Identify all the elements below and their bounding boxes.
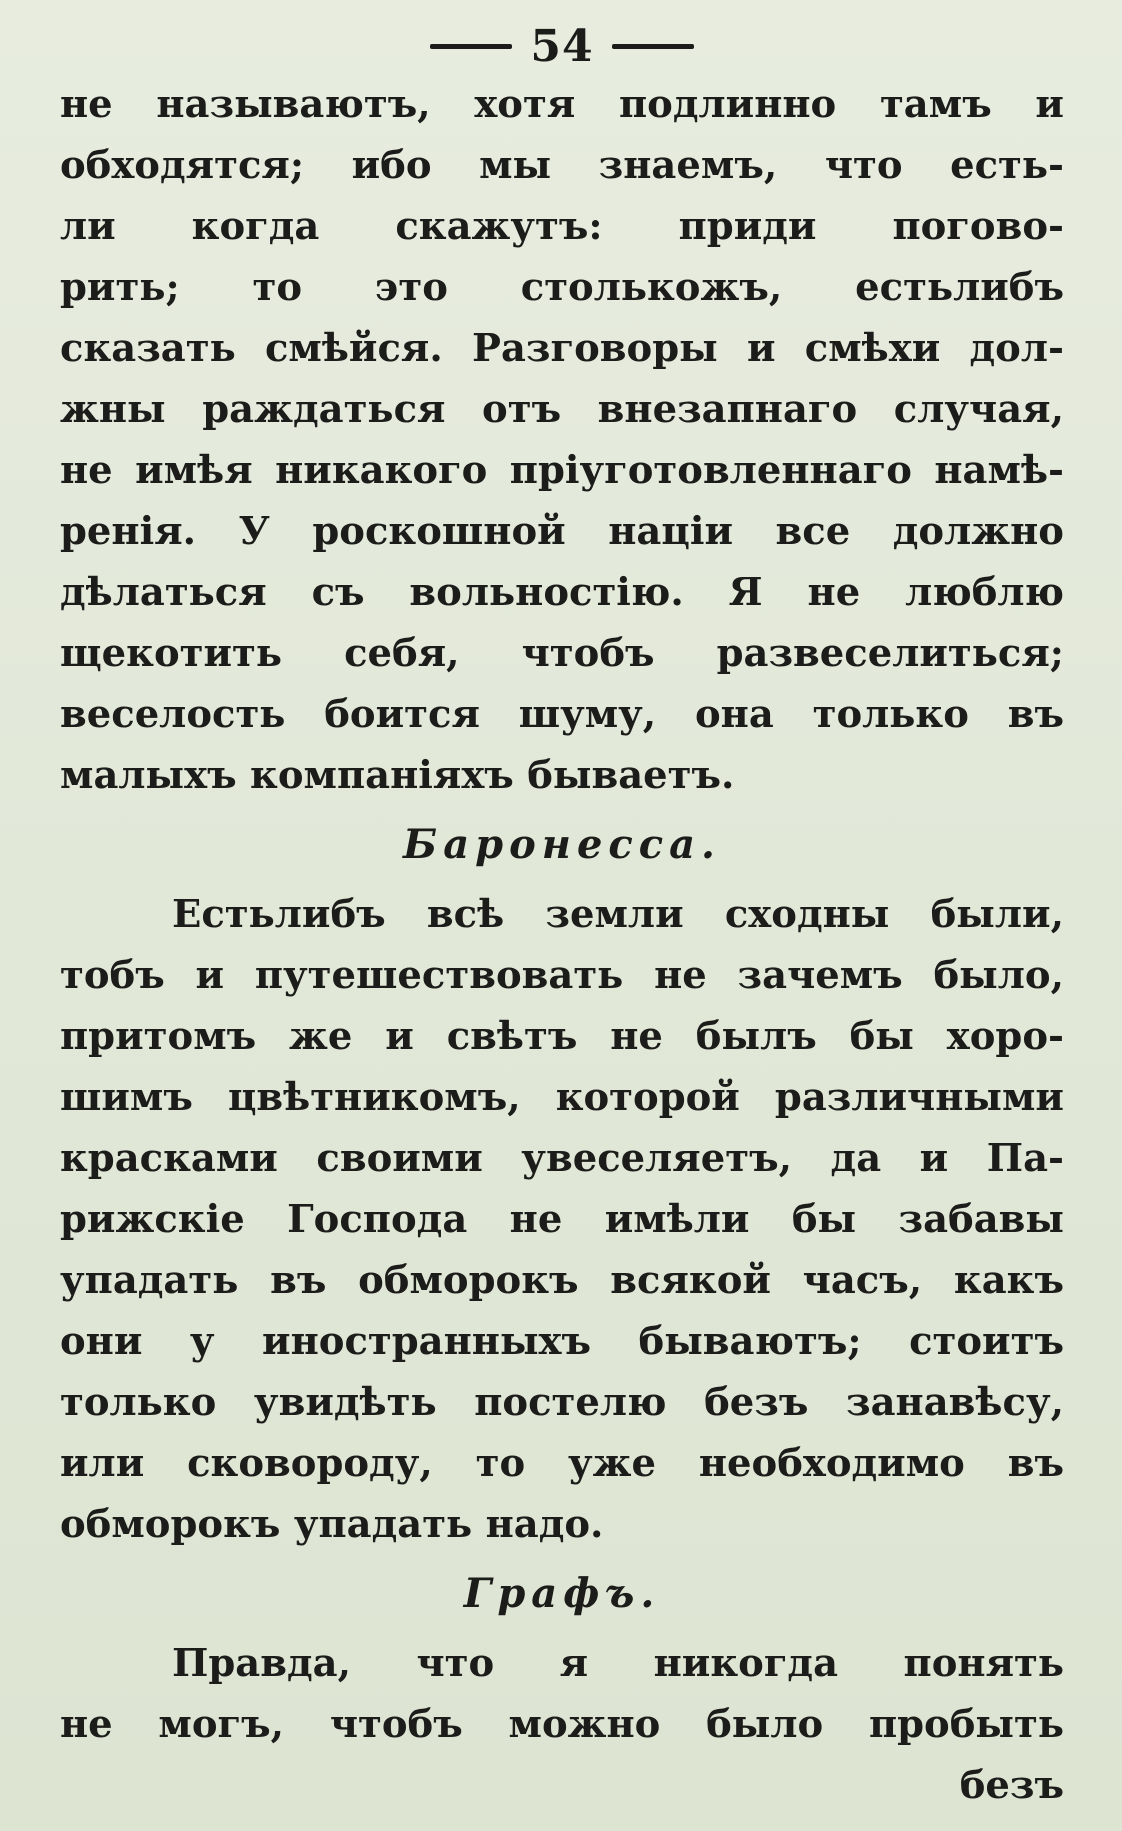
- text-line: рить; то это столькожъ, естьлибъ: [60, 265, 1064, 310]
- page-number: 54: [530, 20, 594, 72]
- text-line: не могъ, чтобъ можно было пробыть: [60, 1702, 1064, 1747]
- text-line: Естьлибъ всѣ земли сходны были,: [172, 892, 1064, 937]
- text-line: жны раждаться отъ внезапнаго случая,: [60, 387, 1064, 432]
- page-header: [60, 18, 1064, 74]
- text-line: Правда, что я никогда понять: [172, 1641, 1064, 1686]
- paragraph-3: [60, 1633, 1064, 1816]
- header-rule-left: [430, 44, 512, 49]
- text-line: ренія. У роскошной націи все должно: [60, 509, 1064, 554]
- text-line: красками своими увеселяетъ, да и Па-: [60, 1136, 1064, 1181]
- text-line: малыхъ компаніяхъ бываетъ.: [60, 753, 735, 798]
- text-line: не имѣя никакого пріуготовленнаго намѣ-: [60, 448, 1064, 493]
- text-line: упадать въ обморокъ всякой часъ, какъ: [60, 1258, 1064, 1303]
- text-line: не называютъ, хотя подлинно тамъ и: [60, 82, 1064, 127]
- paragraph-1: [60, 74, 1064, 806]
- paragraph-2: [60, 884, 1064, 1555]
- header-rule-right: [612, 44, 694, 49]
- text-line: рижскіе Господа не имѣли бы забавы: [60, 1197, 1064, 1242]
- text-line: сказать смѣйся. Разговоры и смѣхи дол-: [60, 326, 1064, 371]
- speaker-heading-baroness: Баронесса.: [403, 821, 721, 868]
- text-line: дѣлаться съ вольностію. Я не люблю: [60, 570, 1064, 615]
- text-line: щекотить себя, чтобъ развеселиться;: [60, 631, 1064, 676]
- text-line: тобъ и путешествовать не зачемъ было,: [60, 953, 1064, 998]
- text-line: шимъ цвѣтникомъ, которой различными: [60, 1075, 1064, 1120]
- text-line: притомъ же и свѣтъ не былъ бы хоро-: [60, 1014, 1064, 1059]
- catchword: безъ: [959, 1763, 1064, 1808]
- text-line: или сковороду, то уже необходимо въ: [60, 1441, 1064, 1486]
- text-line: ли когда скажутъ: приди погово-: [60, 204, 1064, 249]
- text-line: обходятся; ибо мы знаемъ, что есть-: [60, 143, 1064, 188]
- text-line: они у иностранныхъ бываютъ; стоитъ: [60, 1319, 1064, 1364]
- text-line: только увидѣть постелю безъ занавѣсу,: [60, 1380, 1064, 1425]
- text-line: веселость боится шуму, она только въ: [60, 692, 1064, 737]
- speaker-heading-count: Графъ.: [463, 1570, 661, 1617]
- text-line: обморокъ упадать надо.: [60, 1502, 604, 1547]
